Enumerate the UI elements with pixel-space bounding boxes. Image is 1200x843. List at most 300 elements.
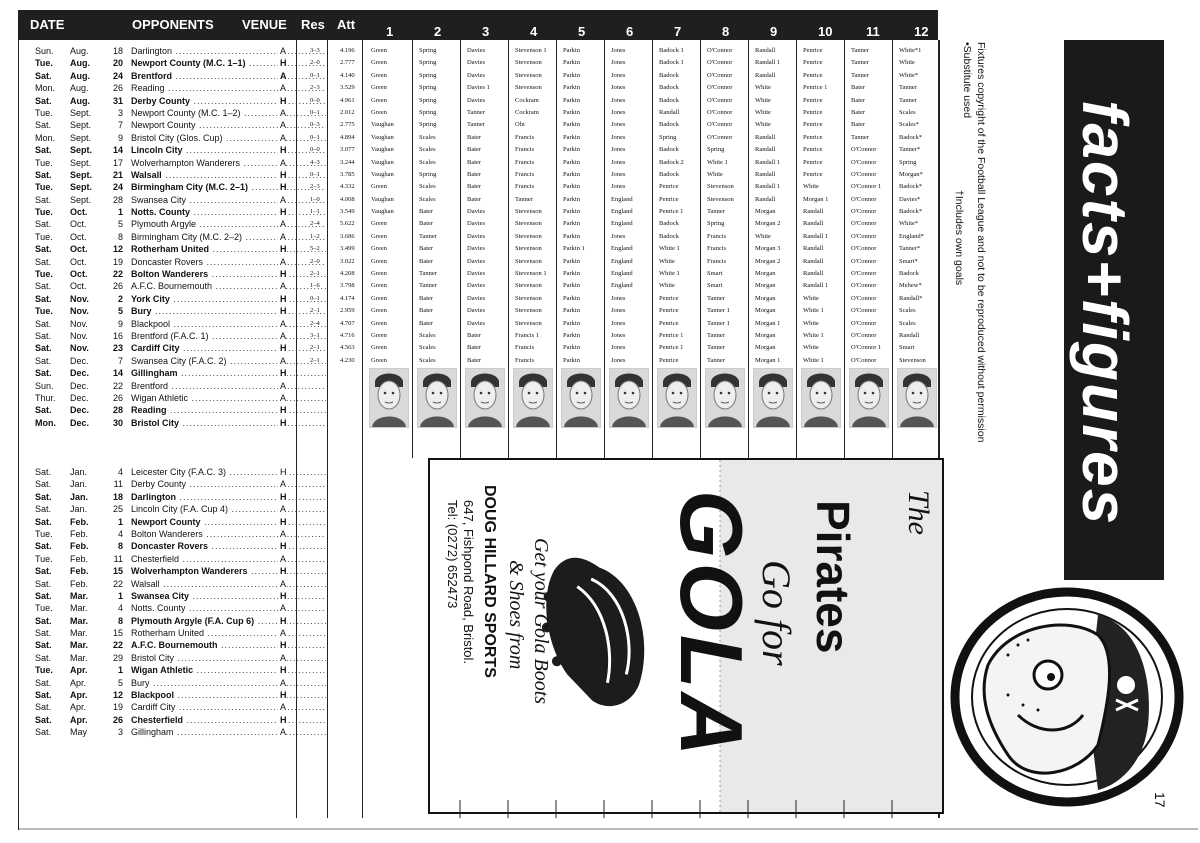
fixture-venue: H (280, 269, 287, 280)
player-cell: Parkin (563, 356, 580, 364)
player-cell: Penrice (803, 108, 823, 116)
player-cell: Green (371, 257, 387, 265)
fixture-month: Nov. (70, 330, 88, 341)
result-score: 0–0 (310, 146, 320, 154)
header-col-11: 11 (866, 24, 880, 39)
player-cell: White (755, 84, 771, 92)
fixture-venue: A (280, 157, 287, 168)
player-cell: Bater (467, 146, 482, 154)
pirate-logo (948, 585, 1186, 810)
player-cell: Davies (467, 257, 486, 265)
fixture-date: 17 (112, 157, 123, 168)
fixture-date: 25 (112, 504, 123, 515)
player-cell: Jones (611, 59, 626, 67)
fixture-opponent: Newport County ..... (131, 119, 326, 131)
fixture-opponent: Brentford ..... (131, 70, 326, 82)
fixture-month: Jan. (70, 479, 88, 490)
player-cell: Parkin (563, 133, 580, 141)
fixture-date: 5 (117, 219, 123, 230)
result-attendance: 4.894 (340, 133, 355, 141)
player-cell: Scales (419, 356, 436, 364)
player-cell: Spring (419, 59, 437, 67)
player-cell: Bater (467, 331, 482, 339)
player-cell: O'Connor (851, 208, 877, 216)
player-cell: Davies* (899, 195, 921, 203)
player-cell: Parkin (563, 232, 580, 240)
result-attendance: 4.174 (340, 294, 355, 302)
player-cell: Bater (419, 294, 434, 302)
player-cell: Scales (419, 158, 436, 166)
fixture-month: Apr. (70, 677, 87, 688)
player-cell: O'Connor (851, 195, 877, 203)
player-cell: Cockram (515, 108, 539, 116)
ad-tagline-1: Get your Gola Boots (530, 538, 552, 705)
player-cell: Tanner (707, 344, 725, 352)
fixture-date: 8 (117, 615, 123, 626)
player-cell: Francis (515, 344, 535, 352)
fixture-venue: H (280, 590, 287, 601)
player-cell: Green (371, 270, 387, 278)
facts-figures-banner (1064, 40, 1164, 580)
player-cell: Tanner (419, 232, 437, 240)
fixture-venue: A (280, 677, 287, 688)
player-cell: Tanner (515, 195, 533, 203)
player-cell: Vaughan (371, 121, 394, 129)
player-cell: England* (899, 232, 924, 240)
player-cell: Parkin (563, 220, 580, 228)
player-cell: Badock (659, 96, 679, 104)
player-cell: Morgan 3 (755, 245, 781, 253)
fixture-opponent: Doncaster Rovers ..... (131, 540, 326, 552)
fixture-date: 9 (117, 318, 123, 329)
player-cell: Scales (899, 108, 916, 116)
result-score: 0–1 (310, 71, 320, 79)
fixture-venue: A (280, 628, 287, 639)
result-attendance: 3.549 (340, 208, 355, 216)
fixture-date: 12 (112, 244, 123, 255)
fixture-month: Nov. (70, 306, 89, 317)
table-header (18, 10, 938, 40)
player-cell: Francis 1 (515, 331, 540, 339)
fixture-venue: A (280, 504, 287, 515)
fixture-month: Sept. (70, 169, 93, 180)
player-cell: Stevenson (515, 220, 542, 228)
fixture-date: 14 (112, 368, 123, 379)
result-attendance: 5.622 (340, 220, 355, 228)
column-divider (796, 40, 797, 458)
result-attendance: 3.244 (340, 158, 355, 166)
player-cell: Parkin (563, 121, 580, 129)
ad-go-for: Go for (754, 560, 799, 666)
fixture-month: Dec. (70, 417, 90, 428)
fixture-date: 5 (117, 306, 123, 317)
fixture-venue: A (280, 578, 287, 589)
page-number: 17 (1152, 792, 1168, 808)
fixture-date: 8 (117, 541, 123, 552)
fixture-day: Sat. (35, 244, 52, 255)
player-cell: O'Connor (707, 96, 733, 104)
fixture-opponent: Reading ..... (131, 82, 326, 94)
fixture-day: Sun. (35, 380, 54, 391)
ad-the: The (902, 490, 935, 535)
player-cell: Davies (467, 307, 486, 315)
player-cell: Bater (467, 344, 482, 352)
fixture-date: 4 (117, 528, 123, 539)
player-cell: Morgan* (899, 170, 923, 178)
fixture-day: Sat. (35, 318, 52, 329)
fixture-opponent: Swansea City (F.A.C. 2) ..... (131, 355, 326, 367)
player-cell: Jones (611, 344, 626, 352)
fixture-day: Sat. (35, 652, 52, 663)
player-cell: Jones (611, 96, 626, 104)
fixture-date: 7 (117, 355, 123, 366)
fixture-opponent: Bristol City (Glos. Cup) ..... (131, 132, 326, 144)
player-cell: Penrice (803, 158, 823, 166)
player-cell: Davies (467, 232, 486, 240)
fixture-opponent: Walsall ..... (131, 578, 326, 590)
header-col-9: 9 (770, 24, 778, 39)
result-score: 1–6 (310, 282, 320, 290)
player-cell: Spring (659, 133, 677, 141)
player-cell: O'Connor (851, 270, 877, 278)
player-cell: Jones (611, 121, 626, 129)
player-cell: White (803, 319, 819, 327)
player-cell: Smart* (899, 257, 918, 265)
player-cell: Bater (419, 220, 434, 228)
fixture-day: Tue. (35, 306, 53, 317)
player-cell: Cockram (515, 96, 539, 104)
fixture-opponent: Wigan Athletic ..... (131, 664, 326, 676)
player-photo (657, 368, 697, 428)
player-cell: Scales (419, 133, 436, 141)
player-cell: Randall 1 (755, 158, 781, 166)
result-score: 0–1 (310, 294, 320, 302)
result-attendance: 4.140 (340, 71, 355, 79)
player-cell: Penrice 1 (803, 84, 828, 92)
player-cell: Francis (515, 183, 535, 191)
player-cell: Vaughan (371, 195, 394, 203)
fixture-opponent: A.F.C. Bournemouth ..... (131, 280, 326, 292)
player-cell: Bater (467, 183, 482, 191)
fixture-day: Sat. (35, 405, 52, 416)
player-cell: Morgan (755, 208, 776, 216)
fixture-venue: A (280, 231, 287, 242)
fixture-day: Sat. (35, 330, 52, 341)
fixture-opponent: Bristol City ..... (131, 417, 326, 429)
result-score: 3–3 (310, 47, 320, 54)
fixture-month: Mar. (70, 640, 89, 651)
fixture-day: Sat. (35, 219, 52, 230)
fixture-opponent: Chesterfield ..... (131, 553, 326, 565)
fixture-day: Tue. (35, 207, 53, 218)
result-attendance: 4.961 (340, 96, 355, 104)
result-score: 2–3 (310, 84, 320, 92)
result-score: 2–1 (310, 270, 320, 278)
player-cell: Bater (419, 245, 434, 253)
player-cell: Davies (467, 208, 486, 216)
player-cell: Smart (707, 270, 723, 278)
player-cell: Green (371, 183, 387, 191)
fixture-venue: H (280, 58, 287, 69)
player-cell: White 1 (803, 356, 824, 364)
player-cell: Randall (755, 71, 776, 79)
player-cell: Stevenson (899, 356, 926, 364)
fixture-date: 28 (112, 405, 123, 416)
fixture-date: 15 (112, 566, 123, 577)
fixture-opponent: Doncaster Rovers ..... (131, 256, 326, 268)
player-cell: Davies (467, 96, 486, 104)
fixture-venue: H (280, 368, 287, 379)
player-cell: O'Connor (707, 59, 733, 67)
fixture-month: Mar. (70, 652, 88, 663)
fixture-date: 2 (117, 293, 123, 304)
player-cell: Green (371, 344, 387, 352)
player-cell: Tanner (707, 208, 725, 216)
fixture-venue: H (280, 405, 287, 416)
player-photo (609, 368, 649, 428)
fixture-opponent: Blackpool ..... (131, 318, 326, 330)
fixture-month: Nov. (70, 293, 89, 304)
player-cell: Spring (419, 121, 437, 129)
fixture-date: 12 (112, 690, 123, 701)
result-score: 2–1 (310, 356, 320, 364)
player-cell: Bater (419, 319, 434, 327)
player-cell: Scales (419, 331, 436, 339)
player-cell: Badock (659, 84, 679, 92)
player-cell: White* (899, 71, 919, 79)
result-score: 1–2 (310, 232, 320, 240)
player-cell: Penrice (803, 59, 823, 67)
fixture-venue: H (280, 293, 287, 304)
player-cell: White 1 (803, 331, 824, 339)
fixture-day: Sat. (35, 343, 52, 354)
player-cell: Stevenson (515, 307, 542, 315)
player-cell: Stevenson (515, 208, 542, 216)
player-cell: Parkin (563, 96, 580, 104)
player-cell: Jones (611, 307, 626, 315)
fixture-venue: H (280, 145, 287, 156)
fixture-month: Jan. (70, 491, 89, 502)
fixture-month: Sept. (70, 132, 92, 143)
player-cell: Badock (659, 121, 679, 129)
fixture-venue: H (280, 491, 287, 502)
player-cell: Green (371, 47, 387, 54)
fixture-day: Sat. (35, 194, 52, 205)
player-cell: Scales (419, 344, 436, 352)
player-cell: O'Connor (851, 356, 877, 364)
fixture-venue: A (280, 727, 287, 738)
player-cell: Spring (419, 71, 437, 79)
player-cell: Tanner* (899, 245, 921, 253)
player-cell: White 1 (659, 245, 680, 253)
player-cell: White 1 (707, 158, 728, 166)
fixture-date: 14 (112, 145, 123, 156)
player-cell: White (707, 170, 723, 178)
fixture-month: Sept. (70, 194, 92, 205)
result-score: 4–3 (310, 158, 320, 166)
player-cell: O'Connor (851, 245, 877, 253)
player-photo (465, 368, 505, 428)
result-attendance: 3.499 (340, 245, 355, 253)
fixture-opponent: Newport County (M.C. 1–1) ..... (131, 57, 326, 69)
player-cell: White (803, 344, 819, 352)
column-divider (508, 40, 509, 458)
fixture-month: Aug. (70, 83, 89, 94)
player-cell: Parkin (563, 84, 580, 92)
fixture-opponent: Darlington ..... (131, 491, 326, 503)
player-cell: Stevenson 1 (515, 270, 547, 278)
player-cell: England (611, 220, 633, 228)
header-col-1: 1 (386, 24, 394, 39)
fixture-day: Thur. (35, 392, 56, 403)
player-cell: Scales (419, 146, 436, 154)
player-cell: O'Connor (851, 232, 877, 240)
player-cell: Tanner (467, 108, 485, 116)
fixture-day: Mon. (35, 132, 56, 143)
result-attendance: 2.775 (340, 121, 355, 129)
fixture-date: 16 (112, 330, 123, 341)
fixture-date: 8 (117, 231, 123, 242)
player-cell: O'Connor (707, 108, 733, 116)
fixture-day: Sat. (35, 120, 52, 131)
fixture-opponent: Lincoln City ..... (131, 144, 326, 156)
player-cell: Stevenson (515, 84, 542, 92)
player-cell: Randall 1 (755, 59, 781, 67)
player-cell: Francis (707, 257, 727, 265)
result-score: 2–1 (310, 344, 320, 352)
player-cell: Badock* (899, 208, 923, 216)
player-photo (369, 368, 409, 428)
ad-address: 647, Fishpond Road, Bristol. (461, 500, 476, 665)
result-attendance: 4.008 (340, 195, 355, 203)
player-cell: Tanner (899, 96, 917, 104)
fixture-day: Tue. (35, 665, 53, 676)
player-cell: Morgan (755, 270, 776, 278)
player-cell: Green (371, 245, 387, 253)
player-cell: Smart (899, 344, 915, 352)
player-cell: White (803, 183, 819, 191)
fixture-venue: H (280, 566, 287, 577)
player-cell: Tanner (419, 270, 437, 278)
player-cell: Jones (611, 108, 626, 116)
player-photo (705, 368, 745, 428)
player-cell: Jones (611, 331, 626, 339)
result-attendance: 2.777 (340, 59, 355, 67)
player-cell: Penrice (803, 133, 823, 141)
fixture-day: Tue. (35, 182, 53, 193)
fixture-venue: A (280, 132, 287, 143)
fixture-opponent: Darlington ..... (131, 45, 326, 57)
player-cell: Parkin (563, 195, 580, 203)
fixture-venue: H (280, 207, 287, 218)
fixture-month: Dec. (70, 405, 90, 416)
fixture-day: Sat. (35, 714, 52, 725)
player-cell: Tanner (851, 71, 869, 79)
player-cell: Green (371, 108, 387, 116)
fixture-month: Aug. (70, 58, 90, 69)
fixture-day: Mon. (35, 83, 56, 94)
fixture-day: Tue. (35, 157, 53, 168)
player-cell: Stevenson (515, 59, 542, 67)
player-cell: Penrice 1 (659, 331, 684, 339)
player-cell: Randall* (899, 294, 923, 302)
player-cell: Randall (899, 331, 920, 339)
fixture-opponent: Swansea City ..... (131, 194, 326, 206)
player-cell: Tanner (851, 133, 869, 141)
fixture-opponent: Bury ..... (131, 305, 326, 317)
player-cell: Jones (611, 183, 626, 191)
player-cell: White (803, 294, 819, 302)
column-divider (460, 40, 461, 458)
fixture-day: Sat. (35, 368, 52, 379)
player-cell: White (755, 232, 771, 240)
fixture-day: Sat. (35, 355, 52, 366)
fixture-venue: H (280, 182, 287, 193)
fixture-venue: H (280, 343, 287, 354)
player-cell: Parkin (563, 282, 580, 290)
column-divider (748, 40, 749, 458)
player-cell: Jones (611, 356, 626, 364)
fixture-venue: H (280, 244, 287, 255)
player-cell: Bater (851, 84, 866, 92)
result-attendance: 3.798 (340, 282, 355, 290)
fixture-day: Sat. (35, 70, 52, 81)
fixture-month: Oct. (70, 269, 88, 280)
player-cell: Tanner (707, 331, 725, 339)
player-cell: Green (371, 319, 387, 327)
column-divider (18, 40, 19, 830)
player-cell: Penrice (659, 183, 679, 191)
fixture-opponent: Bolton Wanderers ..... (131, 268, 326, 280)
fixture-month: Mar. (70, 603, 88, 614)
player-cell: Stevenson 1 (515, 47, 547, 54)
player-cell: Green (371, 220, 387, 228)
player-cell: Davies (467, 270, 486, 278)
fixture-venue: A (280, 330, 287, 341)
player-photo (561, 368, 601, 428)
player-cell: Morgan 1 (755, 356, 781, 364)
player-cell: Randall (803, 220, 824, 228)
fixture-day: Sat. (35, 702, 52, 713)
fixture-day: Sat. (35, 281, 52, 292)
fixture-venue: A (280, 392, 287, 403)
ad-gola: GOLA (662, 490, 761, 761)
fixture-date: 1 (117, 665, 123, 676)
player-cell: Tanner (851, 47, 869, 54)
result-attendance: 3.529 (340, 84, 355, 92)
fixture-month: Sept. (70, 120, 92, 131)
fixture-opponent: Lincoln City (F.A. Cup 4) ..... (131, 503, 326, 515)
player-cell: Morgan 2 (755, 220, 781, 228)
player-cell: Parkin (563, 47, 580, 54)
fixture-venue: H (280, 516, 287, 527)
player-photo (897, 368, 937, 428)
fixture-day: Sat. (35, 628, 52, 639)
player-cell: Jones (611, 319, 626, 327)
fixture-day: Sat. (35, 467, 52, 477)
player-cell: Penrice (659, 307, 679, 315)
player-cell: Green (371, 59, 387, 67)
player-cell: Morgan 1 (803, 195, 829, 203)
result-score: 0–1 (310, 133, 320, 141)
header-opponents: OPPONENTS (132, 17, 214, 32)
header-col-12: 12 (914, 24, 929, 39)
player-cell: Parkin (563, 146, 580, 154)
player-cell: Randall (755, 195, 776, 203)
fixture-month: Oct. (70, 256, 87, 267)
player-photo (513, 368, 553, 428)
fixture-month: Feb. (70, 516, 89, 527)
